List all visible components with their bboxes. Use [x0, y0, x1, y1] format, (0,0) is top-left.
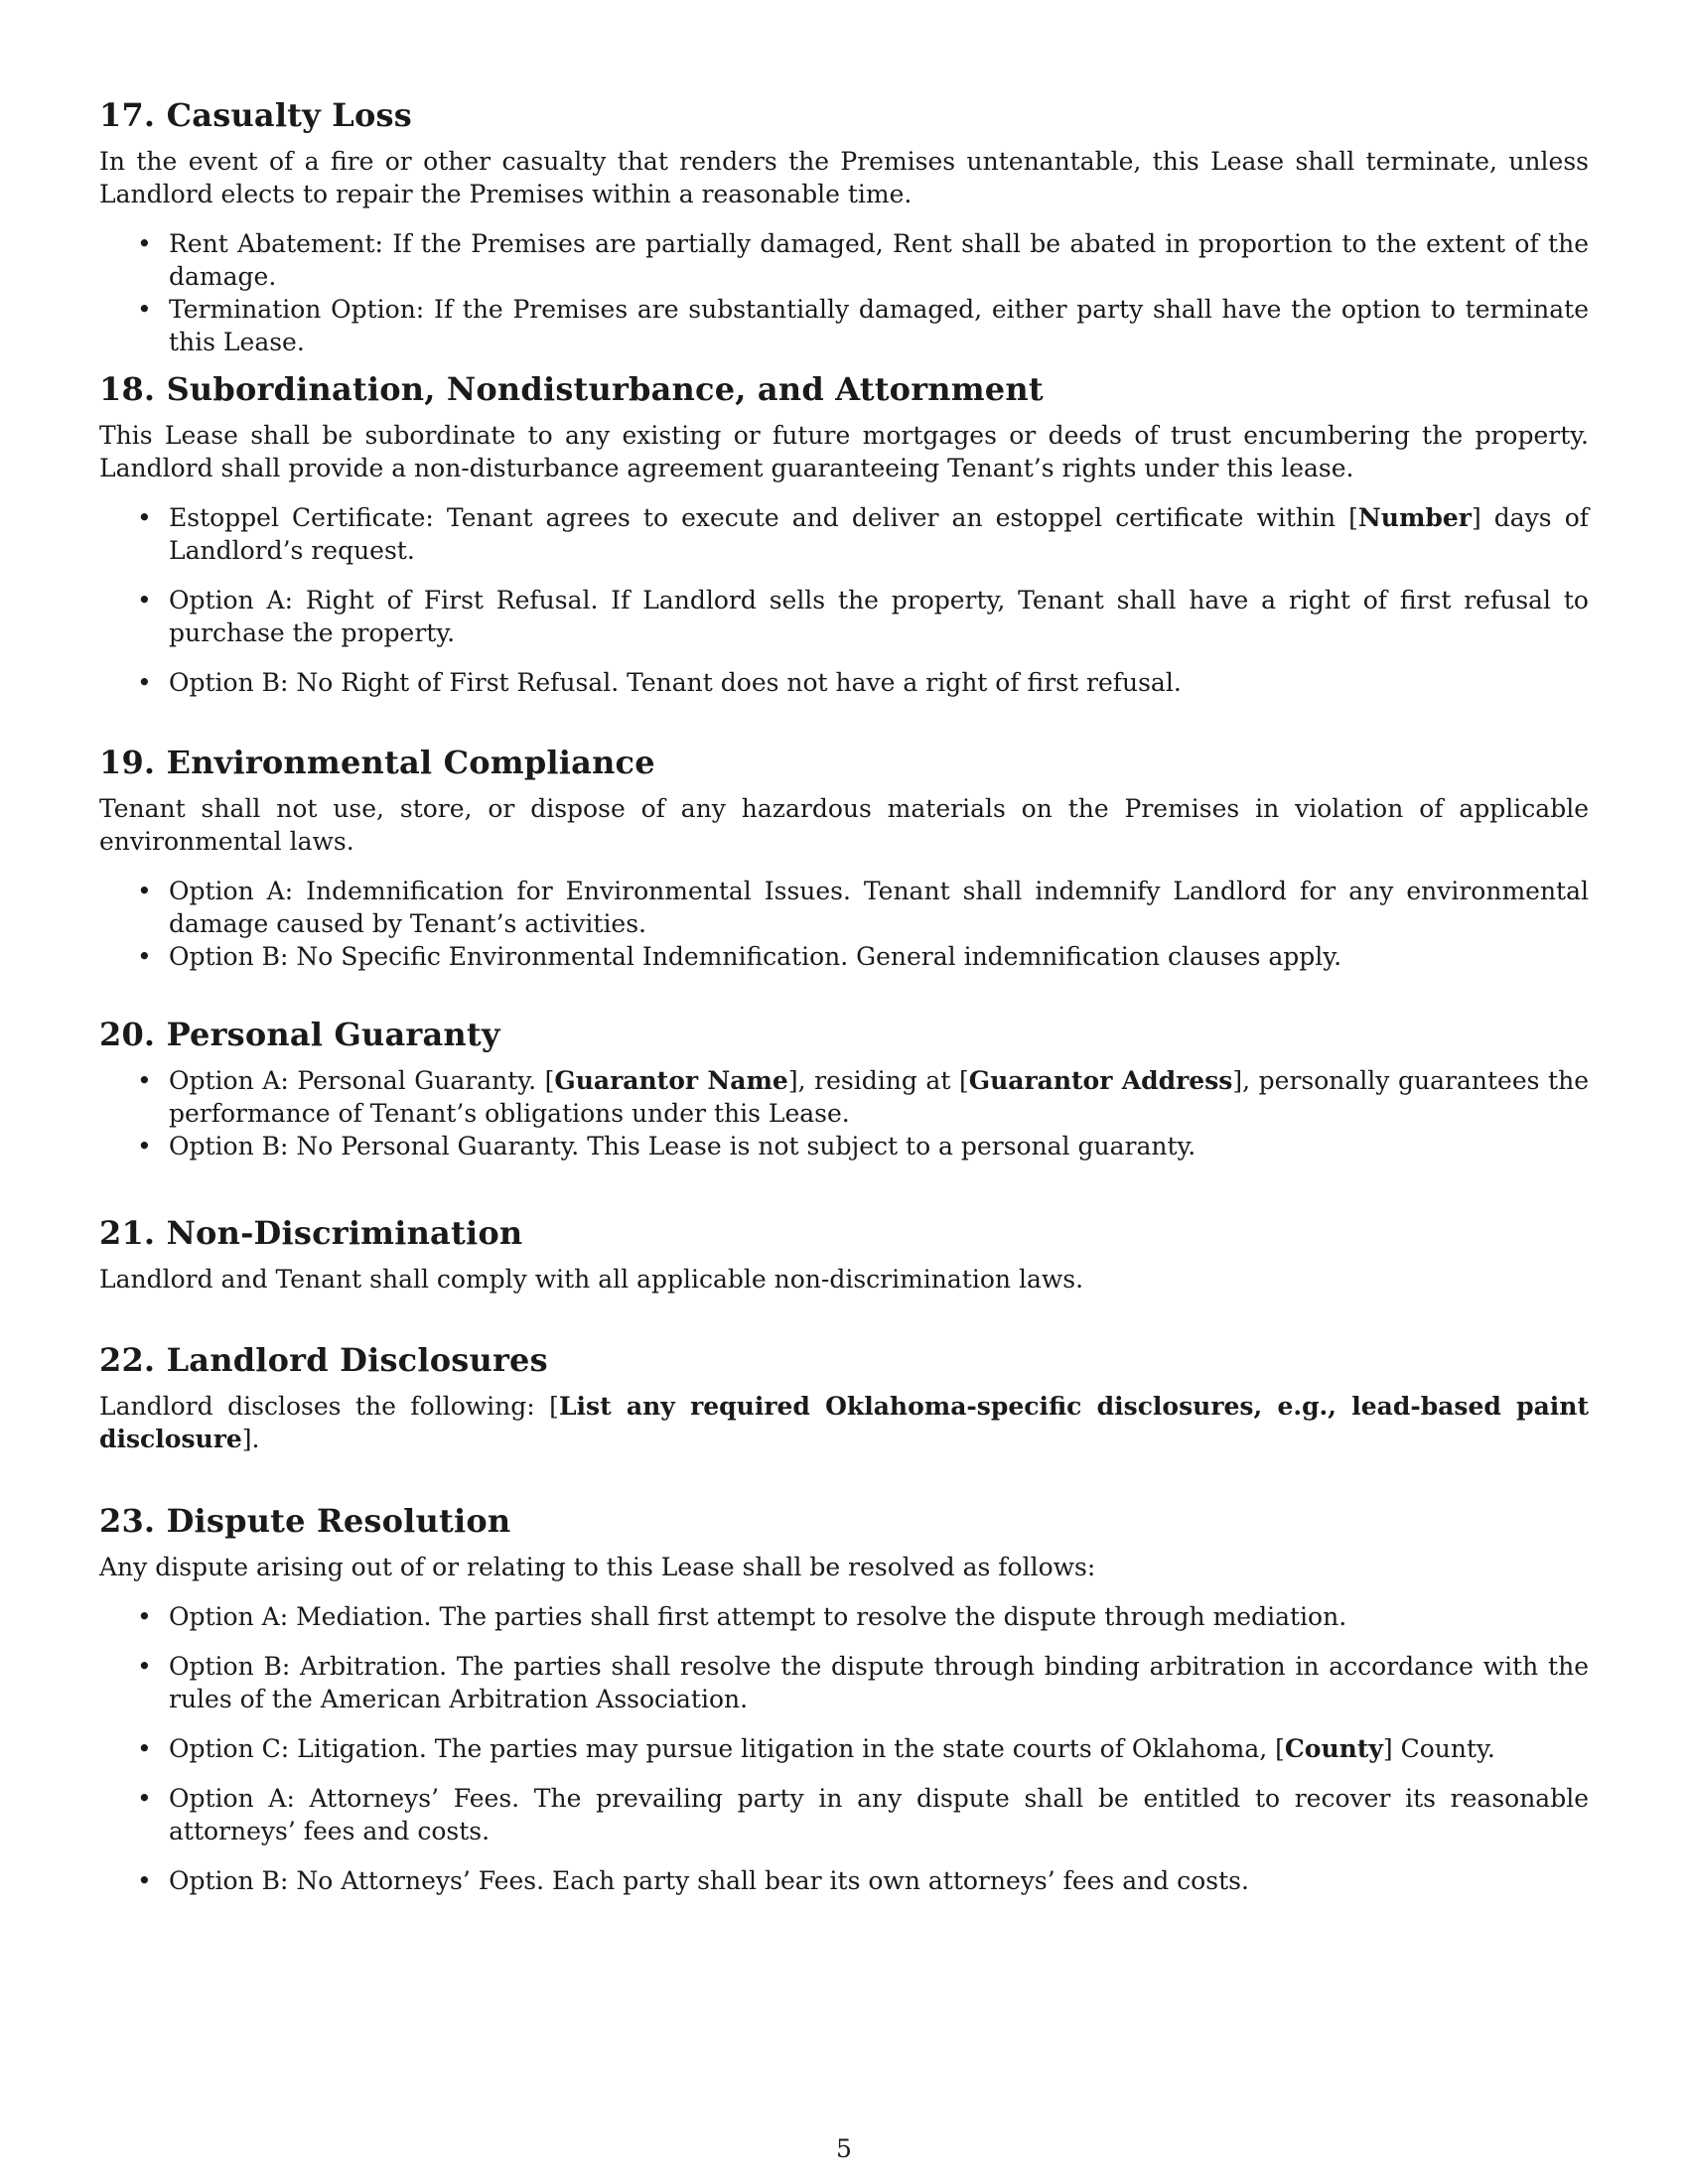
section-personal-guaranty	[99, 1015, 1589, 1162]
list-item: • Option A: Right of First Refusal. If Landlord sells the property, Tenant shall have a right of first refusal to purchase the property.	[99, 584, 1589, 649]
section-non-discrimination	[99, 1213, 1589, 1296]
bullet-list	[99, 227, 1589, 358]
section-paragraph: Tenant shall not use, store, or dispose of any hazardous materials on the Premises in violation of applicable environmental laws.	[99, 794, 1589, 856]
placeholder-field: Guarantor Address	[968, 1066, 1233, 1095]
list-item: • Termination Option: If the Premises are substantially damaged, either party shall have the option to terminate this Lease.	[99, 293, 1589, 358]
section-dispute-resolution	[99, 1501, 1589, 1897]
list-item: • Option B: No Personal Guaranty. This Lease is not subject to a personal guaranty.	[99, 1130, 1589, 1162]
placeholder-field: Guarantor Name	[554, 1066, 788, 1095]
section-heading: 23. Dispute Resolution	[99, 1502, 511, 1540]
bullet-list	[99, 875, 1589, 973]
bullet-list	[99, 501, 1589, 699]
section-heading: 17. Casualty Loss	[99, 96, 412, 134]
section-subordination	[99, 369, 1589, 699]
section-paragraph: Any dispute arising out of or relating to this Lease shall be resolved as follows:	[99, 1553, 1096, 1581]
section-paragraph: Landlord and Tenant shall comply with all applicable non-discrimination laws.	[99, 1265, 1084, 1294]
placeholder-field: List any required Oklahoma-specific disclosures, e.g., lead-based paint disclosure	[99, 1392, 1589, 1453]
list-item: • Option B: No Attorneys’ Fees. Each party shall bear its own attorneys’ fees and costs.	[99, 1864, 1589, 1897]
section-paragraph: In the event of a fire or other casualty that renders the Premises untenantable, this Lease shall terminate, unless Landlord elects to repair the Premises within a reasonable time.	[99, 147, 1589, 208]
list-item: • Estoppel Certificate: Tenant agrees to execute and deliver an estoppel certificate within [Number] days of Landlord’s request.	[99, 501, 1589, 567]
section-paragraph: This Lease shall be subordinate to any existing or future mortgages or deeds of trust encumbering the property. Landlord shall provide a non-disturbance agreement guaranteeing Tenant’s rights under this lease.	[99, 421, 1589, 482]
section-heading: 22. Landlord Disclosures	[99, 1341, 548, 1379]
placeholder-field: County	[1284, 1734, 1383, 1763]
section-heading: 21. Non-Discrimination	[99, 1214, 523, 1252]
section-casualty-loss	[99, 95, 1589, 358]
section-heading: 20. Personal Guaranty	[99, 1016, 500, 1053]
page-number: 5	[836, 2134, 852, 2163]
section-heading: 18. Subordination, Nondisturbance, and Attornment	[99, 370, 1044, 408]
list-item: • Option B: Arbitration. The parties shall resolve the dispute through binding arbitration in accordance with the rules of the American Arbitration Association.	[99, 1650, 1589, 1715]
bullet-list	[99, 1064, 1589, 1162]
section-heading: 19. Environmental Compliance	[99, 744, 655, 781]
section-landlord-disclosures	[99, 1340, 1589, 1455]
section-paragraph: Landlord discloses the following: [List any required Oklahoma-specific disclosures, e.g., lead-based paint disclosure].	[99, 1392, 1589, 1453]
placeholder-field: Number	[1357, 503, 1472, 532]
list-item: • Option A: Indemnification for Environmental Issues. Tenant shall indemnify Landlord for any environmental damage caused by Tenant’s activities.	[99, 875, 1589, 940]
list-item: • Option A: Mediation. The parties shall first attempt to resolve the dispute through mediation.	[99, 1600, 1589, 1633]
list-item: • Option A: Attorneys’ Fees. The prevailing party in any dispute shall be entitled to recover its reasonable attorneys’ fees and costs.	[99, 1782, 1589, 1847]
list-item: • Rent Abatement: If the Premises are partially damaged, Rent shall be abated in proportion to the extent of the damage.	[99, 227, 1589, 293]
section-environmental	[99, 743, 1589, 973]
bullet-list	[99, 1600, 1589, 1897]
list-item: • Option B: No Right of First Refusal. Tenant does not have a right of first refusal.	[99, 666, 1589, 699]
list-item: • Option C: Litigation. The parties may pursue litigation in the state courts of Oklahoma, [County] County.	[99, 1732, 1589, 1765]
list-item: • Option B: No Specific Environmental Indemnification. General indemnification clauses apply.	[99, 940, 1589, 973]
list-item: • Option A: Personal Guaranty. [Guarantor Name], residing at [Guarantor Address], personally guarantees the performance of Tenant’s obligations under this Lease.	[99, 1064, 1589, 1130]
